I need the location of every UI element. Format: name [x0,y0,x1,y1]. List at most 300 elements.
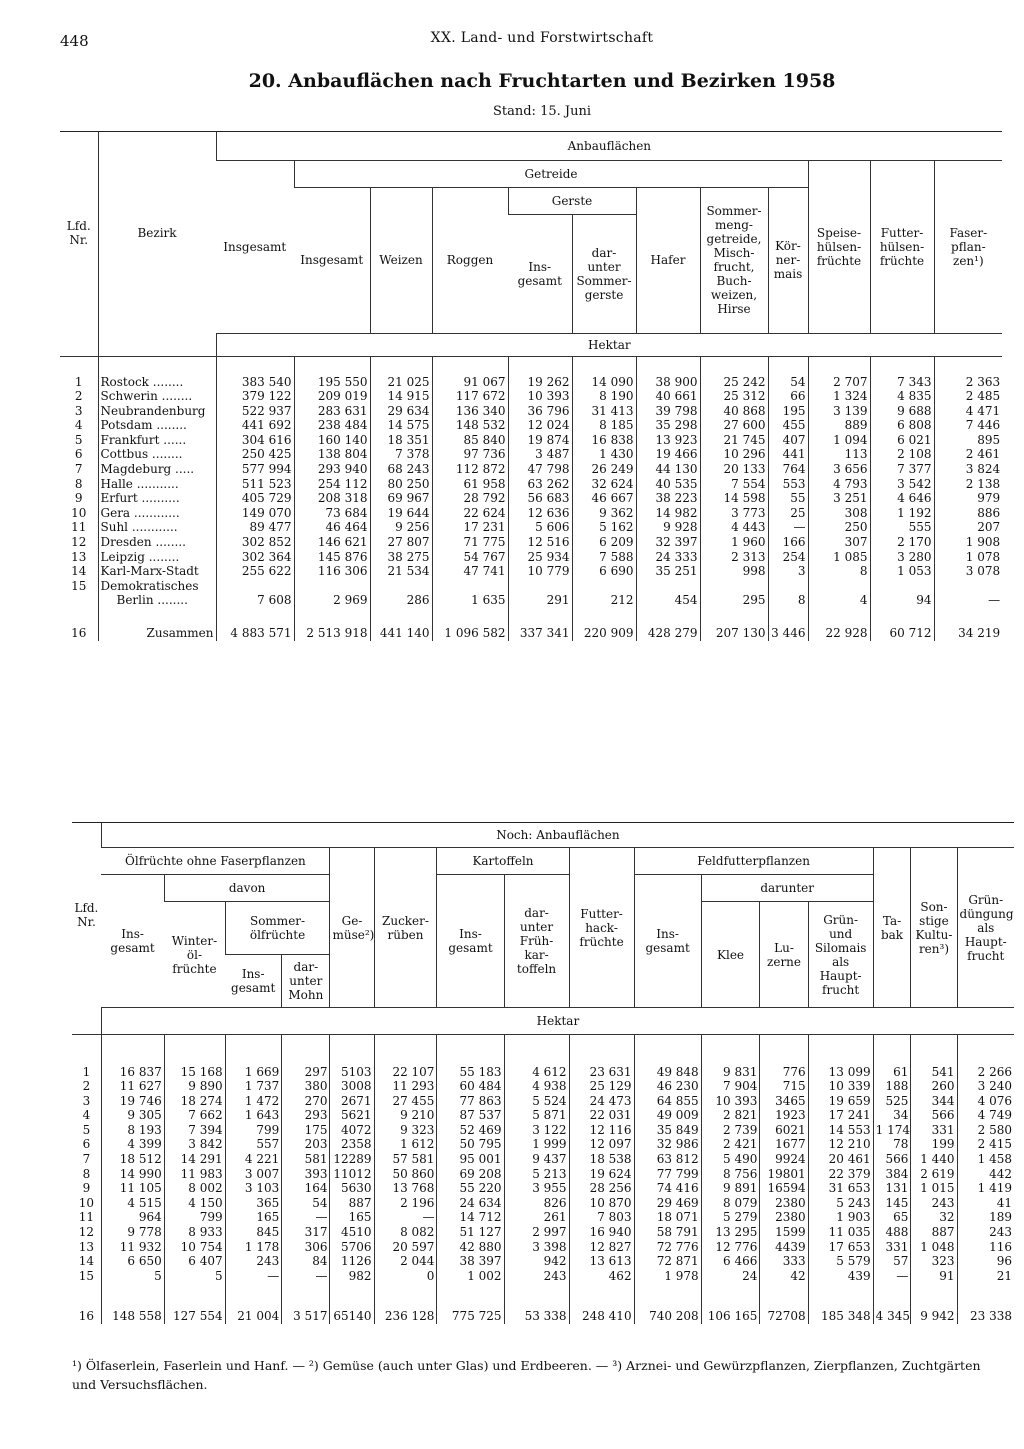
cell-value: 243 [504,1269,569,1284]
cell-empty [768,579,808,594]
table-row [60,447,1002,462]
cell-value: 35 251 [636,564,700,579]
row-number: 13 [78,1239,95,1254]
table-row [72,1108,1014,1123]
cell-value: 1 002 [437,1269,504,1284]
spacer-cell [370,356,432,375]
cell-value: 5 579 [808,1254,873,1269]
cell-value: 91 067 [432,375,508,390]
cell-value: 1 999 [504,1137,569,1152]
cell-value: 113 [808,447,870,462]
cell-value: 2 707 [808,375,870,390]
col-header-zuckerrueben: Zucker- rüben [374,848,437,1008]
row-number: 1 [82,1064,91,1079]
spacer-cell [72,1035,101,1065]
cell-value: 261 [504,1210,569,1225]
cell-value: 2 108 [870,447,934,462]
spacer-cell [282,1283,330,1309]
cell-value: 47 741 [432,564,508,579]
cell-value: 64 855 [634,1094,701,1109]
cell-value: 441 692 [216,418,294,433]
cell-value: 799 [164,1210,225,1225]
cell-value: 964 [101,1210,164,1225]
cell-value: 2358 [330,1137,374,1152]
spacer-cell [508,356,572,375]
cell-value: 12 827 [569,1240,634,1255]
cell-value: 3 842 [164,1137,225,1152]
cell-value: 149 070 [216,506,294,521]
cell-value: 541 [911,1065,957,1080]
unit-hektar: Hektar [216,333,1002,356]
cell-value: 5 [164,1269,225,1284]
col-header-hafer: Hafer [636,188,700,334]
col-header-getreide-insg: Insgesamt [300,253,364,268]
spacer-cell [432,608,508,626]
cell-value: 96 [957,1254,1014,1269]
cell-empty [636,579,700,594]
cell-value: 94 [870,593,934,608]
cell-value: 69 208 [437,1167,504,1182]
cell-value: 12 776 [701,1240,760,1255]
cell-value: 22 379 [808,1167,873,1182]
cell-total: 4 345 [873,1309,911,1324]
cell-value: 15 168 [164,1065,225,1080]
table-row [60,477,1002,492]
spacer-cell [808,1035,873,1065]
cell-value: 3 139 [808,404,870,419]
cell-value: 2 421 [701,1137,760,1152]
row-number: 16 [78,1309,95,1324]
cell-value: 3 955 [504,1181,569,1196]
cell-value: 6 650 [101,1254,164,1269]
cell-value: 715 [760,1079,808,1094]
cell-value: 441 [768,447,808,462]
cell-value: 165 [330,1210,374,1225]
cell-total: 3 517 [282,1309,330,1324]
cell-value: 7 803 [569,1210,634,1225]
cell-value: 8 [808,564,870,579]
cell-value: 5 213 [504,1167,569,1182]
total-row [60,626,1002,641]
cell-value: 66 [768,389,808,404]
cell-value: 6 209 [572,535,636,550]
cell-total: 65140 [330,1309,374,1324]
cell-value: 393 [282,1167,330,1182]
spacer-cell [374,1283,437,1309]
total-row [72,1309,1014,1324]
col-header-tabak: Ta- bak [873,848,911,1008]
cell-value: 522 937 [216,404,294,419]
row-number: 12 [78,1225,95,1240]
spacer-cell [760,1035,808,1065]
cell-value: 845 [225,1225,282,1240]
spacer-cell [432,356,508,375]
page-subtitle: Stand: 15. Juni [492,104,591,119]
cell-value: 2380 [760,1196,808,1211]
cell-value: 307 [808,535,870,550]
cell-value: 39 798 [636,404,700,419]
cell-total: 207 130 [700,626,768,641]
cell-value: 7 378 [370,447,432,462]
cell-value: 21 534 [370,564,432,579]
row-number: 10 [71,505,87,520]
cell-value: 11 983 [164,1167,225,1182]
cell-value: 1 192 [870,506,934,521]
cell-value: 22 624 [432,506,508,521]
cell-value: 11 105 [101,1181,164,1196]
spacer-cell [225,1035,282,1065]
row-number: 10 [78,1195,95,1210]
col-header-lfd-2: Lfd. Nr. [72,823,101,1008]
row-bezirk: Frankfurt ...... [98,433,216,448]
cell-value: 12 024 [508,418,572,433]
cell-value: 6 690 [572,564,636,579]
cell-value: 365 [225,1196,282,1211]
table-row [60,418,1002,433]
cell-value: 55 183 [437,1065,504,1080]
cell-value: 60 484 [437,1079,504,1094]
spacer-cell [808,608,870,626]
cell-empty [508,579,572,594]
cell-value: 166 [768,535,808,550]
cell-value: 826 [504,1196,569,1211]
spacer-cell [504,1035,569,1065]
cell-total: 127 554 [164,1309,225,1324]
cell-value: 16594 [760,1181,808,1196]
spacer-cell [957,1035,1014,1065]
col-header-bezirk: Bezirk [98,132,216,334]
cell-value: 55 220 [437,1181,504,1196]
cell-value: 20 461 [808,1152,873,1167]
cell-value: 1 015 [911,1181,957,1196]
cell-value: 10 754 [164,1240,225,1255]
cell-value: 17 653 [808,1240,873,1255]
table-row [72,1254,1014,1269]
spacer-cell [60,608,98,626]
spacer-cell [634,1035,701,1065]
row-number: 16 [71,626,87,640]
cell-value: 78 [873,1137,911,1152]
cell-value: 36 796 [508,404,572,419]
cell-value: 24 [701,1269,760,1284]
cell-value: 5630 [330,1181,374,1196]
cell-value: 1 903 [808,1210,873,1225]
cell-total: 60 712 [870,626,934,641]
cell-value: 42 880 [437,1240,504,1255]
cell-value: 31 653 [808,1181,873,1196]
cell-value: 2 739 [701,1123,760,1138]
cell-value: 27 600 [700,418,768,433]
cell-value: 3 773 [700,506,768,521]
row-number: 14 [78,1254,95,1269]
cell-value: 12 636 [508,506,572,521]
spacer-cell [572,608,636,626]
cell-value: 136 340 [432,404,508,419]
cell-value: 32 624 [572,477,636,492]
cell-value: 2380 [760,1210,808,1225]
row-bezirk: Magdeburg ..... [98,462,216,477]
row-number: 13 [71,549,87,564]
cell-value: 998 [700,564,768,579]
cell-value: 566 [873,1152,911,1167]
table-row [60,491,1002,506]
cell-value: 4439 [760,1240,808,1255]
cell-value: 488 [873,1225,911,1240]
cell-value: 1 094 [808,433,870,448]
cell-value: 8 [768,593,808,608]
header-oelfruechte: Ölfrüchte ohne Faserpflanzen [101,848,330,875]
cell-value: 10 339 [808,1079,873,1094]
row-number: 9 [82,1181,91,1196]
cell-value: 188 [873,1079,911,1094]
cell-value: 61 958 [432,477,508,492]
row-number: 15 [78,1268,95,1283]
cell-value: 38 397 [437,1254,504,1269]
spacer-cell [98,356,216,375]
row-bezirk: Neubrandenburg [98,404,216,419]
cell-value: 4 938 [504,1079,569,1094]
cell-total: 53 338 [504,1309,569,1324]
cell-value: 16 838 [572,433,636,448]
cell-value: 1 737 [225,1079,282,1094]
col-header-gemuese: Ge- müse²) [330,848,374,1008]
cell-value: 14 598 [700,491,768,506]
cell-value: 270 [282,1094,330,1109]
cell-value: 38 275 [370,550,432,565]
cell-value: 50 795 [437,1137,504,1152]
cell-value: 14 990 [101,1167,164,1182]
cell-value: 3 280 [870,550,934,565]
cell-value: 40 661 [636,389,700,404]
cell-value: 7 446 [934,418,1002,433]
cell-total: 21 004 [225,1309,282,1324]
cell-value: 57 [873,1254,911,1269]
table-row [60,579,1002,594]
cell-value: 9 305 [101,1108,164,1123]
cell-value: 3 103 [225,1181,282,1196]
cell-value: 776 [760,1065,808,1080]
cell-value: 1 612 [374,1137,437,1152]
cell-value: 55 [768,491,808,506]
table-row [72,1137,1014,1152]
col-header-roggen: Roggen [432,188,508,334]
row-bezirk: Berlin ........ [98,593,216,608]
cell-value: 18 538 [569,1152,634,1167]
cell-value: 19 466 [636,447,700,462]
cell-value: 238 484 [294,418,370,433]
cell-value: 577 994 [216,462,294,477]
cell-value: 49 009 [634,1108,701,1123]
cell-value: 2 580 [957,1123,1014,1138]
table-row [60,550,1002,565]
row-number: 6 [82,1137,91,1152]
spacer-cell [98,608,216,626]
cell-value: 72 871 [634,1254,701,1269]
cell-value: 887 [911,1225,957,1240]
cell-value: 18 351 [370,433,432,448]
cell-value: 4 515 [101,1196,164,1211]
cell-value: 243 [957,1225,1014,1240]
spacer-cell [636,608,700,626]
cell-value: 50 860 [374,1167,437,1182]
cell-value: 293 [282,1108,330,1123]
cell-value: 63 812 [634,1152,701,1167]
spacer-cell [60,356,98,375]
cell-value: 19 262 [508,375,572,390]
cell-value: 8 082 [374,1225,437,1240]
cell-value: 11 035 [808,1225,873,1240]
cell-value: 11 627 [101,1079,164,1094]
cell-value: 3 542 [870,477,934,492]
cell-value: 3008 [330,1079,374,1094]
spacer-cell [569,1035,634,1065]
cell-value: 1677 [760,1137,808,1152]
cell-value: 405 729 [216,491,294,506]
cell-value: 10 779 [508,564,572,579]
cell-value: 260 [911,1079,957,1094]
cell-value: 24 473 [569,1094,634,1109]
table-row [60,535,1002,550]
cell-value: 34 [873,1108,911,1123]
row-number: 11 [71,520,87,535]
col-header-fruehkartoffeln: dar- unter Früh- kar- toffeln [504,875,569,1008]
cell-value: 51 127 [437,1225,504,1240]
cell-value: 11012 [330,1167,374,1182]
cell-value: 407 [768,433,808,448]
cell-value: — [225,1269,282,1284]
cell-value: 5 162 [572,520,636,535]
cell-value: 160 140 [294,433,370,448]
cell-value: 979 [934,491,1002,506]
cell-value: 4 221 [225,1152,282,1167]
cell-value: 9 778 [101,1225,164,1240]
cell-total: 337 341 [508,626,572,641]
row-number: 7 [74,462,83,477]
cell-value: 4 471 [934,404,1002,419]
cell-total: 236 128 [374,1309,437,1324]
cell-value: 887 [330,1196,374,1211]
cell-value: 1 669 [225,1065,282,1080]
cell-value: 317 [282,1225,330,1240]
cell-value: 283 631 [294,404,370,419]
cell-value: 3465 [760,1094,808,1109]
cell-value: 3 007 [225,1167,282,1182]
cell-value: 17 231 [432,520,508,535]
cell-value: 5 606 [508,520,572,535]
spacer-cell [636,356,700,375]
cell-value: 40 868 [700,404,768,419]
cell-value: 1 174 [873,1123,911,1138]
cell-value: 24 634 [437,1196,504,1211]
cell-value: 32 986 [634,1137,701,1152]
cell-value: 6021 [760,1123,808,1138]
cell-value: 16 940 [569,1225,634,1240]
cell-value: 302 364 [216,550,294,565]
cell-value: 28 256 [569,1181,634,1196]
row-number: 8 [74,476,83,491]
spacer-cell [634,1283,701,1309]
cell-value: 91 [911,1269,957,1284]
cell-value: 38 223 [636,491,700,506]
cell-value: 12 210 [808,1137,873,1152]
cell-value: 1 472 [225,1094,282,1109]
cell-value: 10 870 [569,1196,634,1211]
cell-value: 2 461 [934,447,1002,462]
cell-value: 799 [225,1123,282,1138]
cell-value: 5 871 [504,1108,569,1123]
cell-value: 286 [370,593,432,608]
cell-empty [572,579,636,594]
cell-value: 4510 [330,1225,374,1240]
cell-value: 14 712 [437,1210,504,1225]
cell-value: 25 312 [700,389,768,404]
cell-value: 455 [768,418,808,433]
cell-total: 4 883 571 [216,626,294,641]
cell-value: 97 736 [432,447,508,462]
page-number: 448 [60,32,89,50]
cell-value: 8 756 [701,1167,760,1182]
cell-value: 11 932 [101,1240,164,1255]
cell-value: 555 [870,520,934,535]
cell-value: 557 [225,1137,282,1152]
spacer-cell [437,1035,504,1065]
cell-value: 3 240 [957,1079,1014,1094]
cell-value: 308 [808,506,870,521]
cell-value: 9 210 [374,1108,437,1123]
cell-value: 1 085 [808,550,870,565]
cell-value: 112 872 [432,462,508,477]
cell-value: 7 588 [572,550,636,565]
spacer-cell [911,1035,957,1065]
cell-value: 18 071 [634,1210,701,1225]
cell-value: 3 824 [934,462,1002,477]
cell-value: 17 241 [808,1108,873,1123]
table-row [72,1167,1014,1182]
cell-total: 1 096 582 [432,626,508,641]
cell-total: 775 725 [437,1309,504,1324]
row-bezirk: Zusammen [98,626,216,641]
cell-value: 384 [873,1167,911,1182]
cell-value: 24 333 [636,550,700,565]
spacer-cell [374,1035,437,1065]
cell-value: 3 656 [808,462,870,477]
cell-value: 3 078 [934,564,1002,579]
cell-value: 3 398 [504,1240,569,1255]
cell-value: 295 [700,593,768,608]
spacer-cell [101,1035,164,1065]
cell-value: 9 891 [701,1181,760,1196]
cell-value: 209 019 [294,389,370,404]
cell-value: 138 804 [294,447,370,462]
cell-value: 3 122 [504,1123,569,1138]
spacer-cell [370,608,432,626]
table-noch-anbauflaechen [72,822,1014,1324]
cell-value: 6 021 [870,433,934,448]
spacer-cell [768,356,808,375]
spacer-cell [101,1283,164,1309]
cell-value: 3 251 [808,491,870,506]
table-row [60,462,1002,477]
cell-total: 22 928 [808,626,870,641]
cell-value: 21 025 [370,375,432,390]
cell-value: 344 [911,1094,957,1109]
row-bezirk: Leipzig ........ [98,550,216,565]
cell-value: 31 413 [572,404,636,419]
col-header-kart-insg: Ins- gesamt [437,875,504,1008]
cell-total: 23 338 [957,1309,1014,1324]
cell-value: 20 597 [374,1240,437,1255]
cell-value: 9 928 [636,520,700,535]
